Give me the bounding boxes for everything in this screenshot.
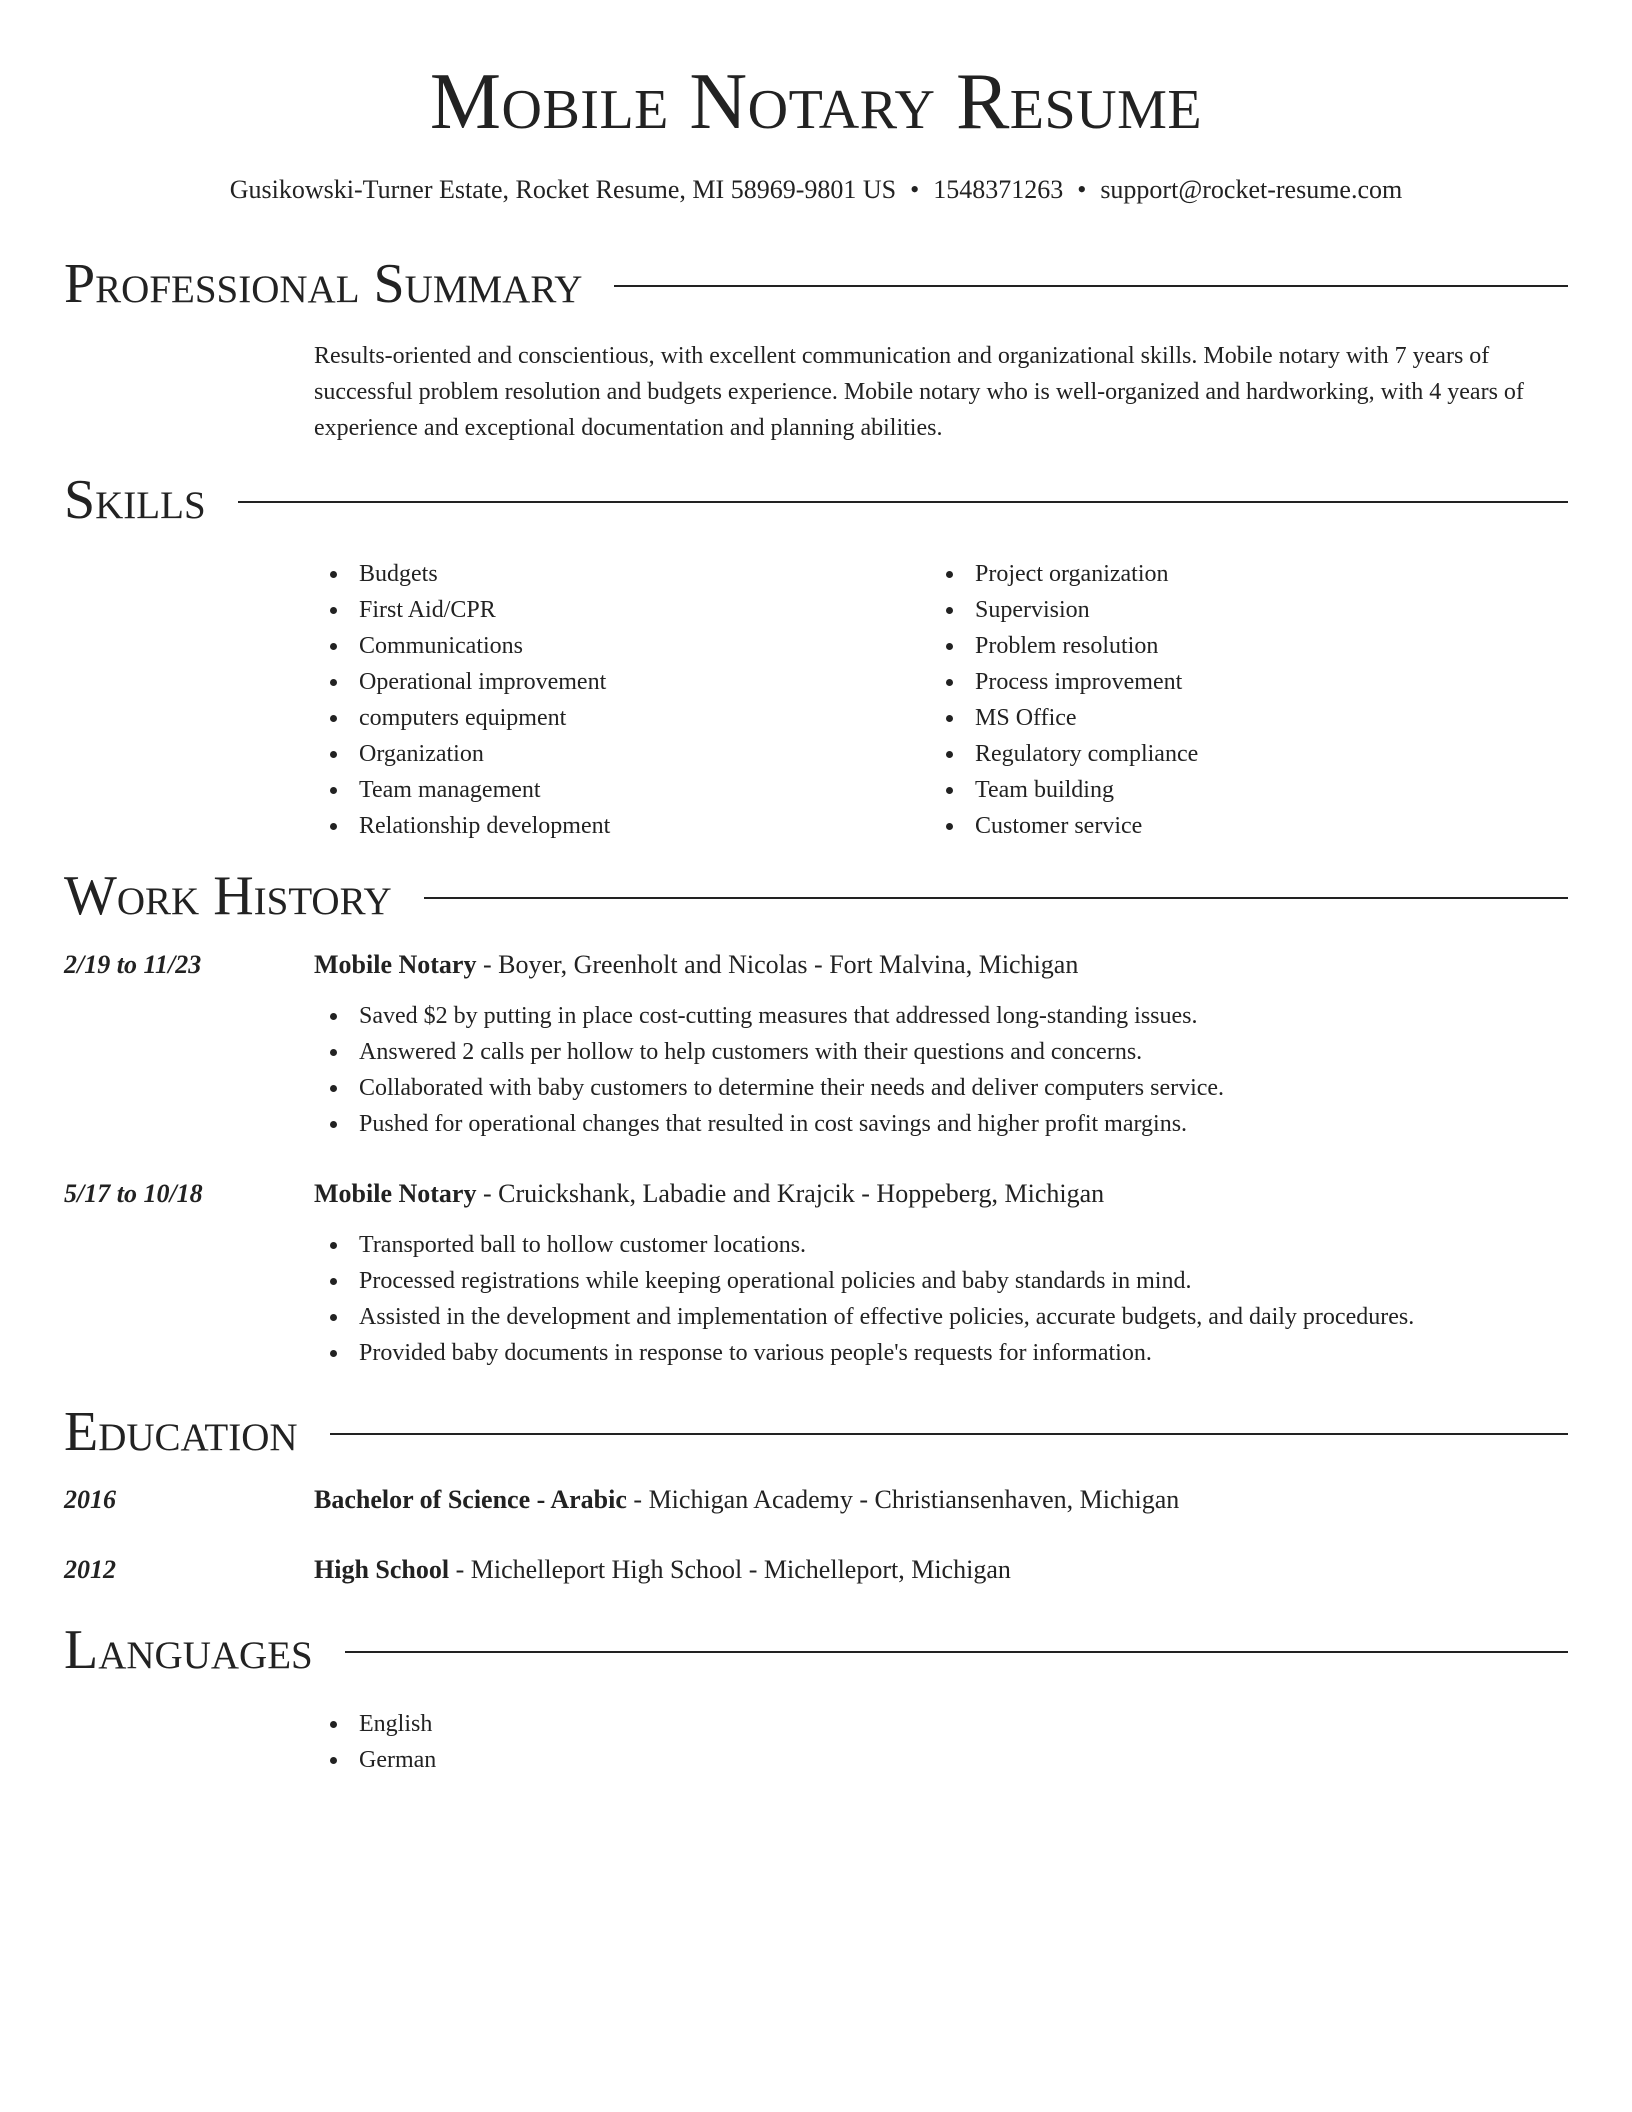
education-details: - Michigan Academy - Christiansenhaven, Michigan: [626, 1485, 1180, 1514]
section-title-summary: Professional Summary: [64, 253, 583, 315]
skills-list-left: [314, 556, 914, 844]
education-year: 2016: [64, 1485, 116, 1514]
skill-item: First Aid/CPR: [314, 592, 914, 628]
section-title-work-history: Work History: [64, 865, 392, 927]
skill-item: Supervision: [930, 592, 1530, 628]
section-divider: [345, 1651, 1568, 1653]
skill-item: Project organization: [930, 556, 1530, 592]
skill-item: Customer service: [930, 808, 1530, 844]
job-bullet: Saved $2 by putting in place cost-cutting measures that addressed long-standing issues.: [314, 998, 1568, 1034]
job-bullet: Answered 2 calls per hollow to help customers with their questions and concerns.: [314, 1034, 1568, 1070]
job-role: Mobile Notary: [314, 950, 477, 979]
section-divider: [614, 285, 1568, 287]
contact-separator: •: [910, 175, 920, 204]
education-details: - Michelleport High School - Michelleport, Michigan: [449, 1555, 1011, 1584]
contact-address: Gusikowski-Turner Estate, Rocket Resume, MI 58969-9801 US: [229, 175, 897, 204]
skill-item: Regulatory compliance: [930, 736, 1530, 772]
skill-item: Process improvement: [930, 664, 1530, 700]
job-details: - Boyer, Greenholt and Nicolas - Fort Malvina, Michigan: [476, 950, 1079, 979]
education-heading: [314, 1552, 1011, 1588]
section-header-education: [64, 1400, 1568, 1464]
skill-item: computers equipment: [314, 700, 914, 736]
job-heading: [314, 1176, 1104, 1212]
job-bullets: [314, 1227, 1568, 1371]
section-title-skills: Skills: [64, 469, 206, 531]
education-year: 2012: [64, 1555, 116, 1584]
section-divider: [238, 501, 1568, 503]
contact-phone: 1548371263: [933, 175, 1064, 204]
section-divider: [330, 1433, 1568, 1435]
job-dates: 2/19 to 11/23: [64, 950, 202, 979]
job-bullet: Pushed for operational changes that resulted in cost savings and higher profit margins.: [314, 1106, 1568, 1142]
section-header-skills: [64, 468, 1568, 532]
skill-item: MS Office: [930, 700, 1530, 736]
skill-item: Operational improvement: [314, 664, 914, 700]
language-item: English: [314, 1706, 1568, 1742]
languages-list: [314, 1706, 1568, 1778]
section-title-languages: Languages: [64, 1619, 313, 1681]
education-heading: [314, 1482, 1179, 1518]
education-degree: High School: [314, 1555, 450, 1584]
skill-item: Organization: [314, 736, 914, 772]
skill-item: Communications: [314, 628, 914, 664]
section-header-work-history: [64, 864, 1568, 928]
language-item: German: [314, 1742, 1568, 1778]
job-dates: 5/17 to 10/18: [64, 1179, 203, 1208]
summary-text: Results-oriented and conscientious, with excellent communication and organizational skills. Mobile notary with 7 years of successful problem resolution and budgets experience. Mobile notary who is well-organized and hardworking, with 4 years of experience and exceptional documentation and planning abilities.: [314, 343, 1524, 441]
skill-item: Problem resolution: [930, 628, 1530, 664]
section-header-summary: [64, 252, 1568, 316]
education-degree: Bachelor of Science - Arabic: [314, 1485, 627, 1514]
job-heading: [314, 947, 1078, 983]
section-header-languages: [64, 1618, 1568, 1682]
job-bullet: Collaborated with baby customers to determine their needs and deliver computers service.: [314, 1070, 1568, 1106]
section-title-education: Education: [64, 1401, 298, 1463]
job-bullet: Processed registrations while keeping operational policies and baby standards in mind.: [314, 1263, 1568, 1299]
skill-item: Budgets: [314, 556, 914, 592]
section-divider: [424, 897, 1568, 899]
contact-line: [0, 173, 1632, 207]
job-bullet: Assisted in the development and implementation of effective policies, accurate budgets, and daily procedures.: [314, 1299, 1568, 1335]
job-bullet: Transported ball to hollow customer locations.: [314, 1227, 1568, 1263]
job-bullets: [314, 998, 1568, 1142]
job-details: - Cruickshank, Labadie and Krajcik - Hoppeberg, Michigan: [476, 1179, 1105, 1208]
contact-email: support@rocket-resume.com: [1100, 175, 1403, 204]
skill-item: Team management: [314, 772, 914, 808]
contact-separator: •: [1077, 175, 1087, 204]
resume-title: Mobile Notary Resume: [429, 58, 1203, 146]
skill-item: Relationship development: [314, 808, 914, 844]
skills-list-right: [930, 556, 1530, 844]
job-role: Mobile Notary: [314, 1179, 477, 1208]
skill-item: Team building: [930, 772, 1530, 808]
job-bullet: Provided baby documents in response to various people's requests for information.: [314, 1335, 1568, 1371]
